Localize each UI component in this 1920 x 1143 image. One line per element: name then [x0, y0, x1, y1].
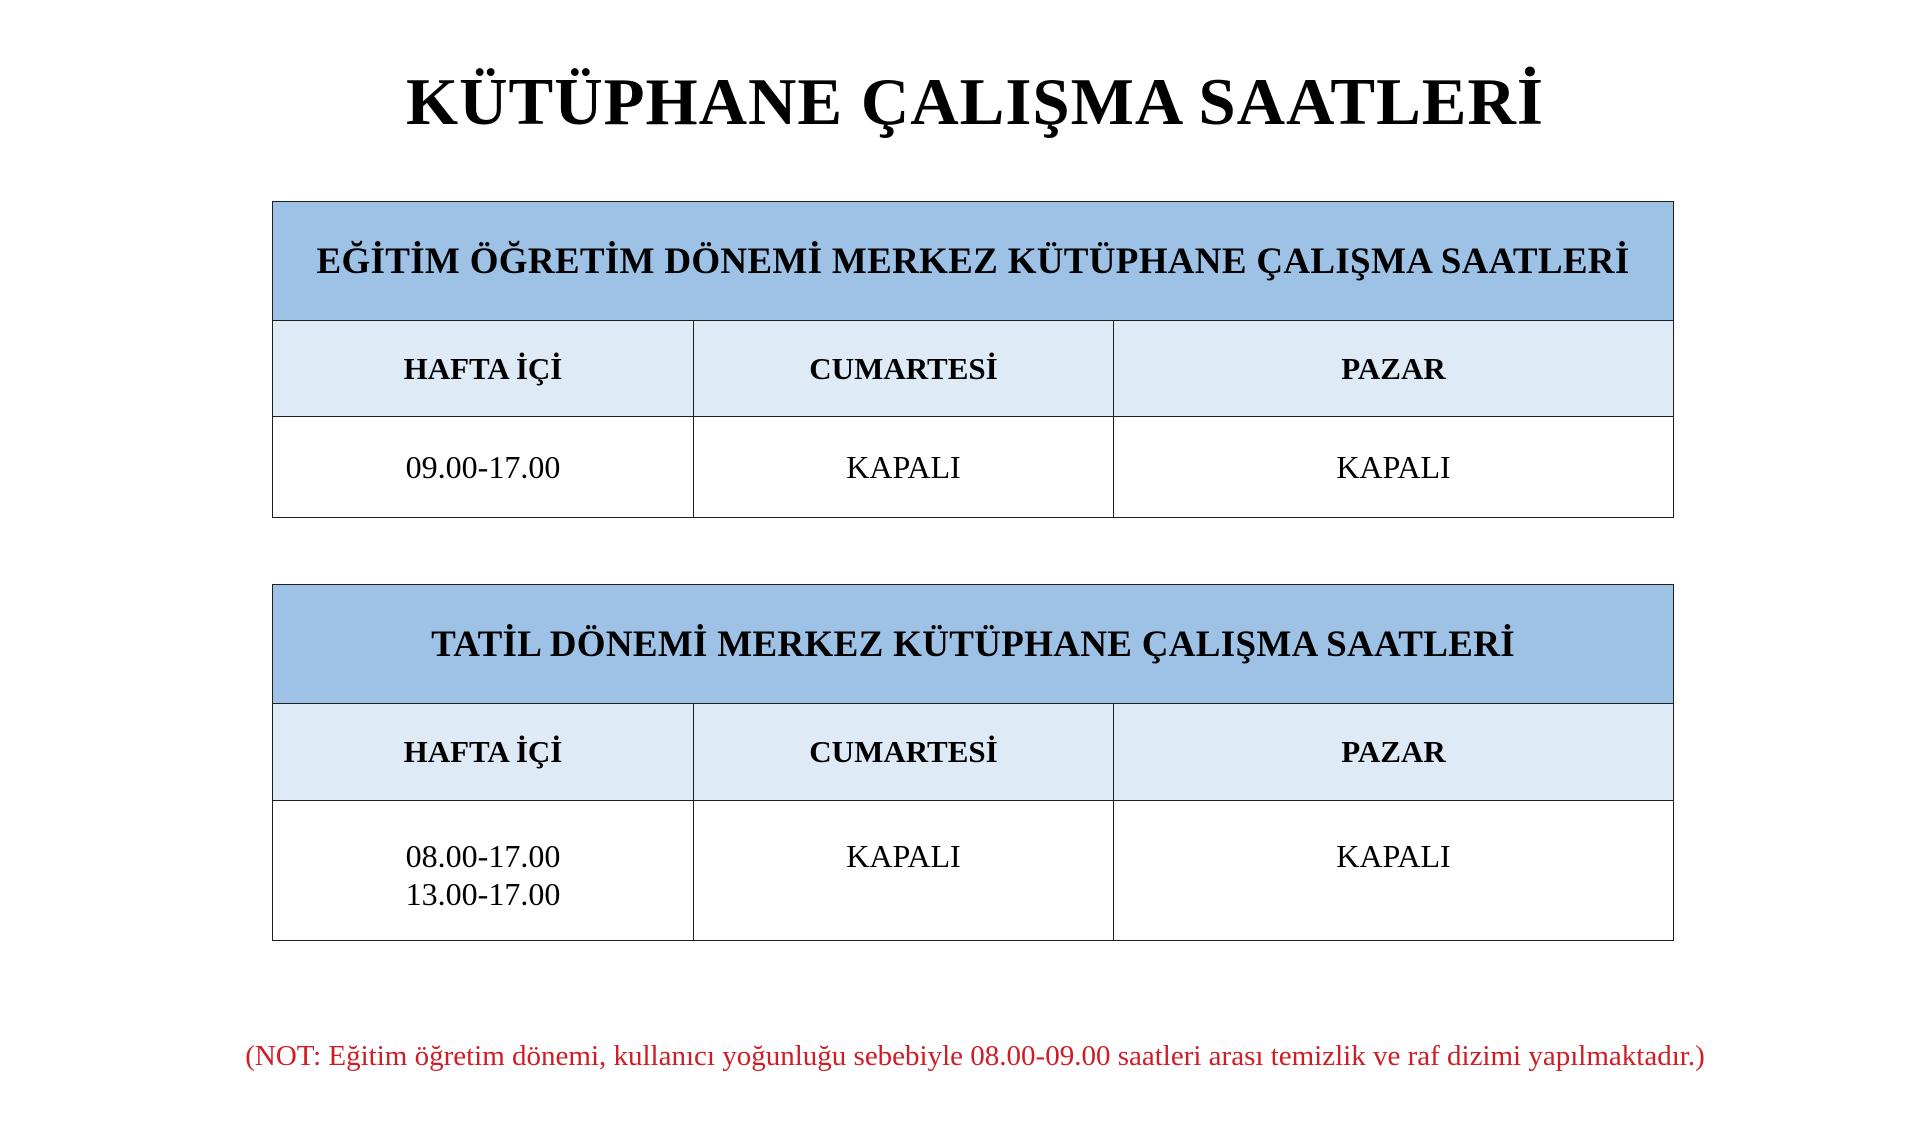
table-title: TATİL DÖNEMİ MERKEZ KÜTÜPHANE ÇALIŞMA SAATLERİ [273, 585, 1674, 704]
weekday-hours-line: 13.00-17.00 [405, 876, 561, 912]
saturday-hours [694, 801, 1114, 941]
table-row [273, 801, 1674, 941]
sunday-hours [1114, 801, 1674, 941]
sunday-hours: KAPALI [1114, 417, 1674, 518]
saturday-hours-value: KAPALI [846, 838, 961, 874]
column-header-sunday: PAZAR [1114, 321, 1674, 417]
table-row [273, 417, 1674, 518]
sunday-hours-value: KAPALI [1336, 838, 1451, 874]
column-header-saturday: CUMARTESİ [694, 321, 1114, 417]
column-header-saturday: CUMARTESİ [694, 704, 1114, 801]
footnote: (NOT: Eğitim öğretim dönemi, kullanıcı yoğunluğu sebebiyle 08.00-09.00 saatleri arası temizlik ve raf dizimi yapılmaktadır.) [245, 1040, 1705, 1072]
weekday-hours-line: 08.00-17.00 [405, 838, 561, 874]
weekday-hours: 09.00-17.00 [273, 417, 694, 518]
page-title: KÜTÜPHANE ÇALIŞMA SAATLERİ [406, 65, 1544, 139]
column-header-weekday: HAFTA İÇİ [273, 321, 694, 417]
academic-term-hours-table [272, 201, 1674, 518]
saturday-hours: KAPALI [694, 417, 1114, 518]
column-header-sunday: PAZAR [1114, 704, 1674, 801]
column-header-weekday: HAFTA İÇİ [273, 704, 694, 801]
weekday-hours [273, 801, 694, 941]
holiday-term-hours-table [272, 584, 1674, 941]
table-title: EĞİTİM ÖĞRETİM DÖNEMİ MERKEZ KÜTÜPHANE ÇALIŞMA SAATLERİ [273, 202, 1674, 321]
